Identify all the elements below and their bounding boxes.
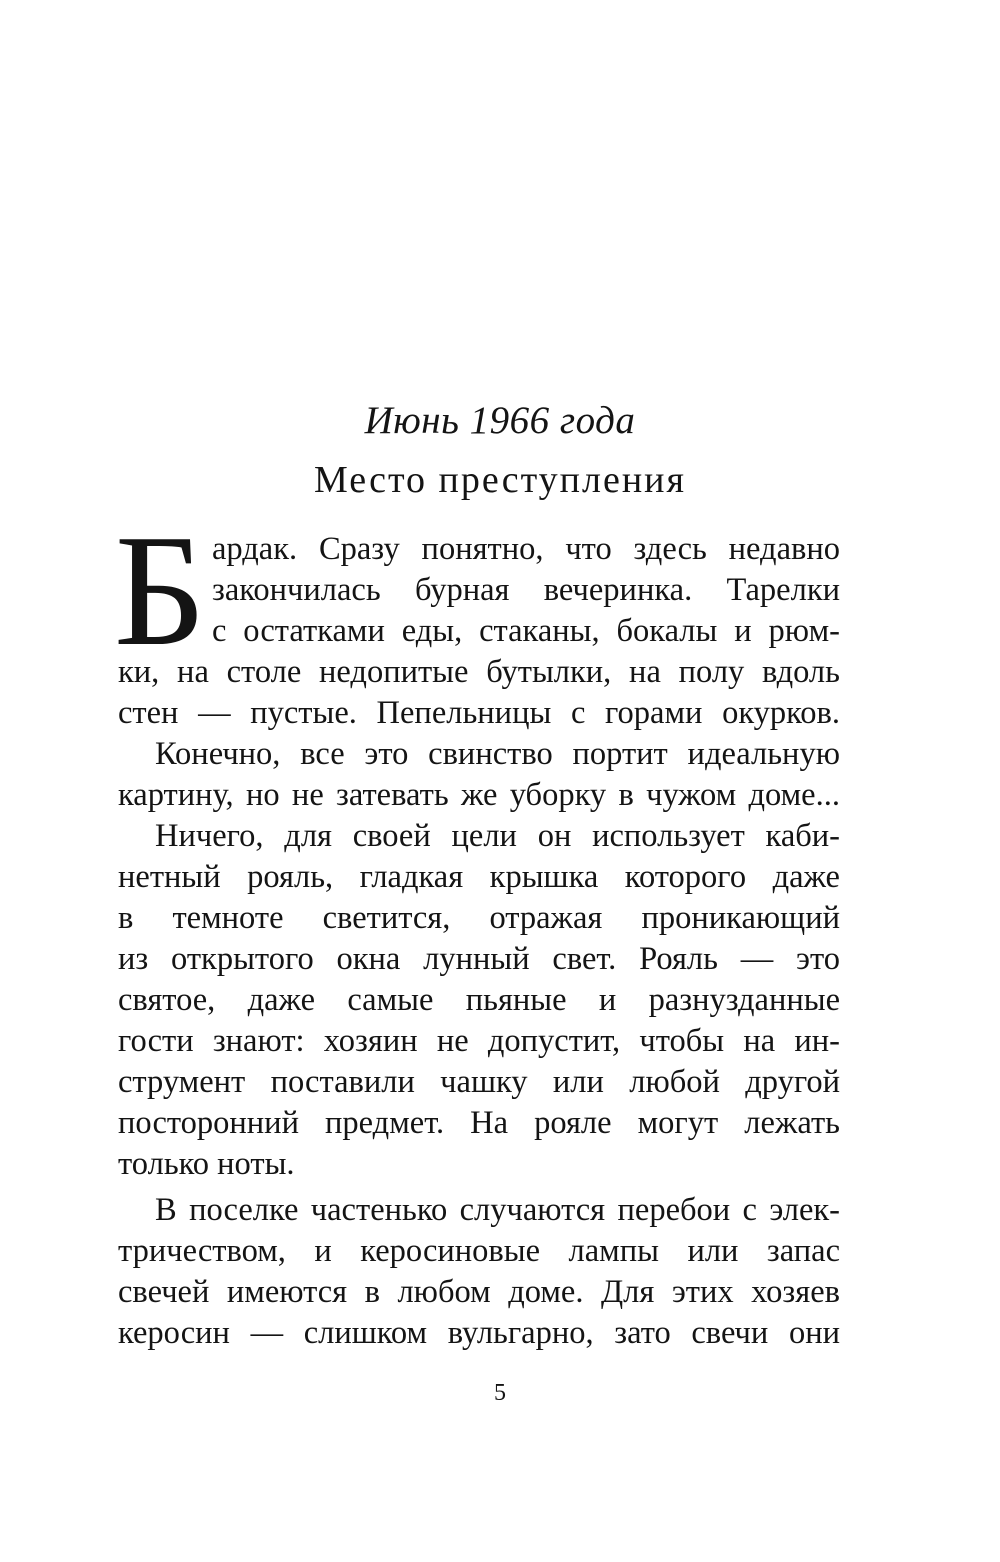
text-line: Ничего, для своей цели он использует каби- [155,818,840,854]
chapter-title: Место преступления [313,459,686,501]
text-line: в темноте светится, отражая проникающий [118,900,840,936]
text-line: картину, но не затевать же уборку в чужом доме... [118,777,840,813]
text-line: из открытого окна лунный свет. Рояль — это [118,941,841,977]
chapter-date: Июнь 1966 года [364,399,636,442]
text-line: посторонний предмет. На рояле могут лежать [118,1105,840,1141]
text-line: гости знают: хозяин не допустит, чтобы на ин- [118,1023,840,1059]
text-line: свечей имеются в любом доме. Для этих хозяев [118,1274,840,1310]
text-line: В поселке частенько случаются перебои с элек- [155,1192,840,1228]
text-line: нетный рояль, гладкая крышка которого даже [118,859,840,895]
text-line: Конечно, все это свинство портит идеальную [155,736,840,772]
text-line: ки, на столе недопитые бутылки, на полу вдоль [118,654,840,690]
page-number: 5 [494,1380,506,1406]
text-line: закончилась бурная вечеринка. Тарелки [212,572,841,608]
text-line: керосин — слишком вульгарно, зато свечи они [118,1315,840,1351]
text-line: святое, даже самые пьяные и разнузданные [118,982,840,1018]
text-line: струмент поставили чашку или любой другой [118,1064,841,1100]
drop-cap: Б [114,501,206,679]
text-line: только ноты. [118,1146,295,1182]
text-line: с остатками еды, стаканы, бокалы и рюм- [212,613,840,649]
text-line: тричеством, и керосиновые лампы или запас [118,1233,841,1269]
text-line: стен — пустые. Пепельницы с горами окурков. [118,695,841,731]
text-line: ардак. Сразу понятно, что здесь недавно [212,531,840,567]
